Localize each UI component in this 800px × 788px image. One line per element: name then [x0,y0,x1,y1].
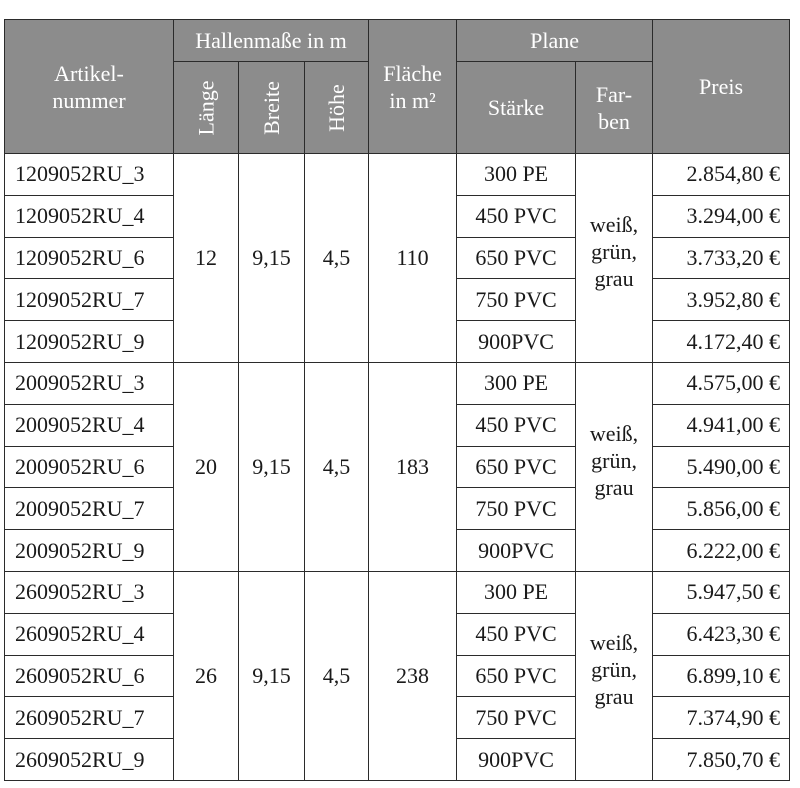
header-hoehe [305,62,369,154]
farben-item: grün, [591,239,637,265]
cell-artikelnummer: 1209052RU_6 [5,237,174,279]
cell-artikelnummer: 2609052RU_3 [5,571,174,613]
cell-breite: 9,15 [239,571,305,780]
header-breite [239,62,305,154]
farben-list [576,211,652,292]
cell-flaeche: 183 [369,362,457,571]
header-artikelnummer-line1: Artikel- [54,60,124,86]
cell-laenge: 26 [174,571,239,780]
price-table-container [4,19,790,781]
header-staerke: Stärke [457,62,576,154]
cell-staerke: 750 PVC [457,697,576,739]
table-body [5,154,790,781]
cell-staerke: 300 PE [457,362,576,404]
farben-list [576,629,652,710]
cell-artikelnummer: 2009052RU_6 [5,446,174,488]
cell-preis: 7.850,70 € [653,739,790,781]
header-farben [576,62,653,154]
cell-staerke: 450 PVC [457,613,576,655]
header-plane: Plane [457,20,653,62]
cell-staerke: 450 PVC [457,195,576,237]
cell-artikelnummer: 2009052RU_9 [5,530,174,572]
header-flaeche [369,20,457,154]
cell-preis: 4.575,00 € [653,362,790,404]
cell-staerke: 650 PVC [457,446,576,488]
farben-list [576,420,652,501]
farben-item: grau [594,266,634,292]
cell-preis: 3.952,80 € [653,279,790,321]
header-farben-line1: Far- [595,81,633,107]
cell-laenge: 20 [174,362,239,571]
cell-flaeche: 110 [369,154,457,363]
cell-preis: 6.899,10 € [653,655,790,697]
cell-staerke: 300 PE [457,571,576,613]
cell-preis: 2.854,80 € [653,154,790,196]
cell-preis: 5.490,00 € [653,446,790,488]
header-flaeche-line1: Fläche [383,60,442,86]
cell-preis: 5.947,50 € [653,571,790,613]
header-flaeche-line2: in m² [389,87,436,113]
cell-artikelnummer: 2609052RU_7 [5,697,174,739]
cell-preis: 7.374,90 € [653,697,790,739]
cell-breite: 9,15 [239,362,305,571]
cell-staerke: 300 PE [457,154,576,196]
cell-artikelnummer: 1209052RU_9 [5,321,174,363]
farben-item: grün, [591,448,637,474]
cell-farben [576,154,653,363]
cell-preis: 4.941,00 € [653,404,790,446]
farben-item: grau [594,475,634,501]
cell-preis: 6.222,00 € [653,530,790,572]
farben-item: grau [594,684,634,710]
cell-preis: 4.172,40 € [653,321,790,363]
cell-preis: 5.856,00 € [653,488,790,530]
table-row [5,154,790,196]
cell-staerke: 750 PVC [457,279,576,321]
header-laenge [174,62,239,154]
header-hoehe-label: Höhe [323,83,349,132]
header-artikelnummer-line2: nummer [52,87,126,113]
header-farben-line2: ben [598,108,630,134]
cell-staerke: 900PVC [457,739,576,781]
price-table [4,19,790,781]
table-row [5,571,790,613]
cell-staerke: 900PVC [457,530,576,572]
header-preis: Preis [653,20,790,154]
cell-staerke: 650 PVC [457,655,576,697]
farben-item: weiß, [589,212,639,238]
cell-artikelnummer: 2009052RU_4 [5,404,174,446]
farben-item: grün, [591,657,637,683]
cell-artikelnummer: 2609052RU_9 [5,739,174,781]
cell-artikelnummer: 1209052RU_4 [5,195,174,237]
cell-hoehe: 4,5 [305,154,369,363]
cell-preis: 3.294,00 € [653,195,790,237]
cell-staerke: 650 PVC [457,237,576,279]
cell-staerke: 900PVC [457,321,576,363]
header-laenge-label: Länge [193,80,218,135]
farben-item: weiß, [589,630,639,656]
cell-staerke: 450 PVC [457,404,576,446]
cell-flaeche: 238 [369,571,457,780]
cell-artikelnummer: 2609052RU_4 [5,613,174,655]
farben-item: weiß, [589,421,639,447]
cell-farben [576,571,653,780]
header-hallenmasse: Hallenmaße in m [174,20,369,62]
table-row [5,362,790,404]
cell-artikelnummer: 1209052RU_7 [5,279,174,321]
cell-artikelnummer: 2009052RU_3 [5,362,174,404]
cell-staerke: 750 PVC [457,488,576,530]
cell-preis: 6.423,30 € [653,613,790,655]
cell-artikelnummer: 2009052RU_7 [5,488,174,530]
cell-artikelnummer: 2609052RU_6 [5,655,174,697]
cell-farben [576,362,653,571]
header-artikelnummer [5,20,174,154]
header-breite-label: Breite [258,80,284,135]
cell-breite: 9,15 [239,154,305,363]
cell-hoehe: 4,5 [305,571,369,780]
cell-hoehe: 4,5 [305,362,369,571]
cell-artikelnummer: 1209052RU_3 [5,154,174,196]
cell-laenge: 12 [174,154,239,363]
table-header [5,20,790,154]
cell-preis: 3.733,20 € [653,237,790,279]
